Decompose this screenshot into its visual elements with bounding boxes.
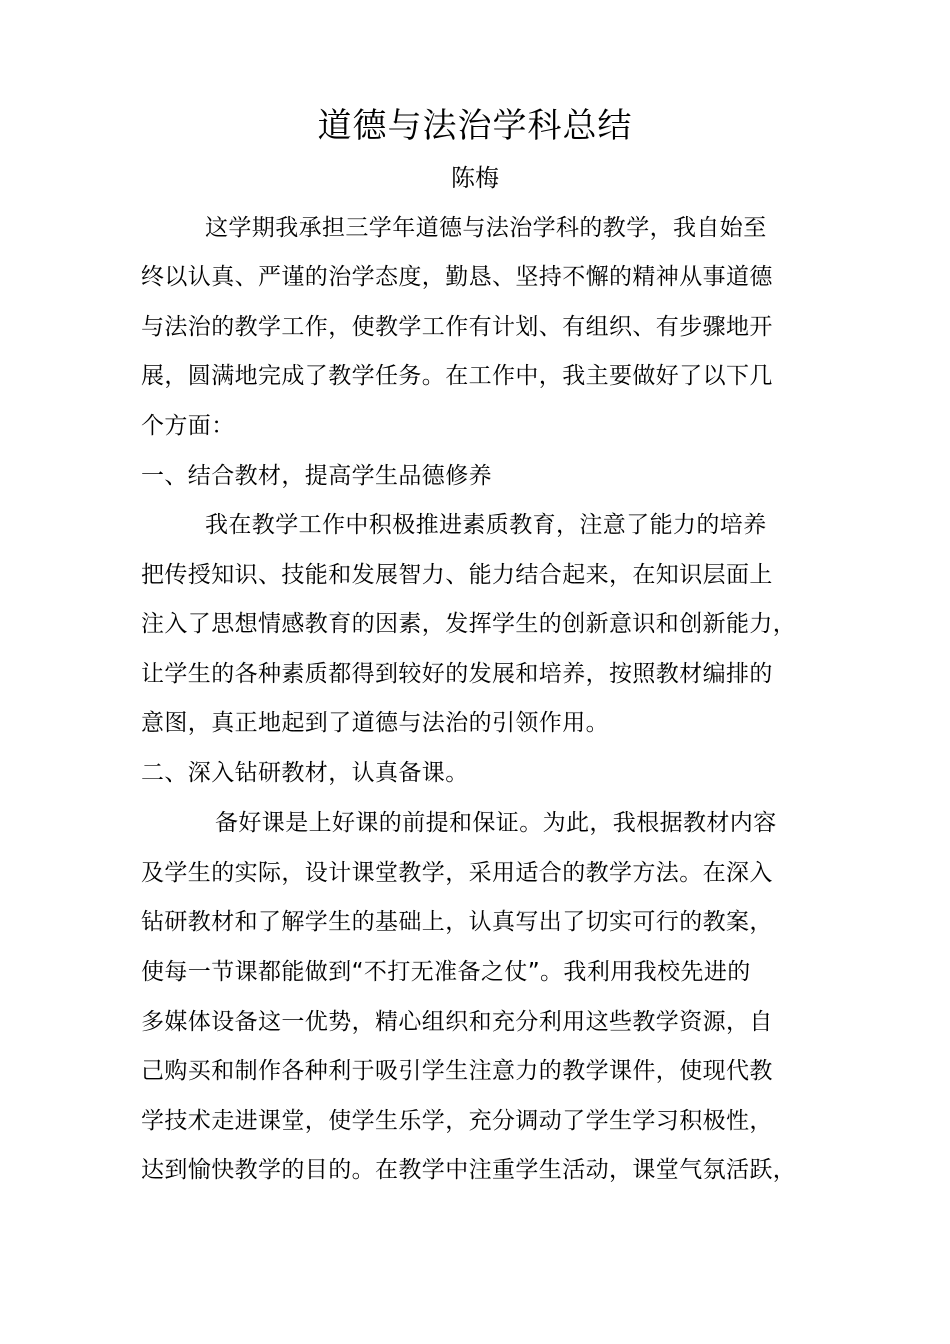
document-title: 道德与法治学科总结: [317, 106, 633, 146]
paragraph-line: 这学期我承担三学年道德与法治学科的教学，我自始至: [205, 215, 767, 241]
section-heading: 二、深入钻研教材，认真备课。: [141, 760, 469, 786]
paragraph-line: 注入了思想情感教育的因素，发挥学生的创新意识和创新能力，: [141, 611, 797, 637]
paragraph-line: 我在教学工作中积极推进素质教育，注意了能力的培养: [205, 512, 767, 538]
paragraph-line: 与法治的教学工作，使教学工作有计划、有组织、有步骤地开: [141, 314, 773, 340]
paragraph-line: 展，圆满地完成了教学任务。在工作中，我主要做好了以下几: [141, 363, 773, 389]
paragraph-line: 终以认真、严谨的治学态度，勤恳、坚持不懈的精神从事道德: [141, 264, 773, 290]
paragraph-line: 个方面：: [141, 413, 235, 439]
paragraph-line: 把传授知识、技能和发展智力、能力结合起来，在知识层面上: [141, 562, 773, 588]
paragraph-line: 及学生的实际，设计课堂教学，采用适合的教学方法。在深入: [141, 860, 773, 886]
document-author: 陈梅: [451, 164, 499, 192]
paragraph-line: 钻研教材和了解学生的基础上，认真写出了切实可行的教案，: [141, 909, 773, 935]
paragraph-line: 达到愉快教学的目的。在教学中注重学生活动，课堂气氛活跃，: [141, 1157, 797, 1183]
paragraph-line: 备好课是上好课的前提和保证。为此，我根据教材内容: [215, 810, 777, 836]
section-heading: 一、结合教材，提高学生品德修养: [141, 463, 492, 489]
paragraph-line: 己购买和制作各种利于吸引学生注意力的教学课件，使现代教: [141, 1058, 773, 1084]
paragraph-line: 学技术走进课堂，使学生乐学，充分调动了学生学习积极性，: [141, 1108, 773, 1134]
paragraph-line: 意图，真正地起到了道德与法治的引领作用。: [141, 710, 609, 736]
paragraph-line: 多媒体设备这一优势，精心组织和充分利用这些教学资源，自: [141, 1009, 773, 1035]
paragraph-line: 使每一节课都能做到“不打无准备之仗”。我利用我校先进的: [141, 959, 751, 985]
paragraph-line: 让学生的各种素质都得到较好的发展和培养，按照教材编排的: [141, 661, 773, 687]
